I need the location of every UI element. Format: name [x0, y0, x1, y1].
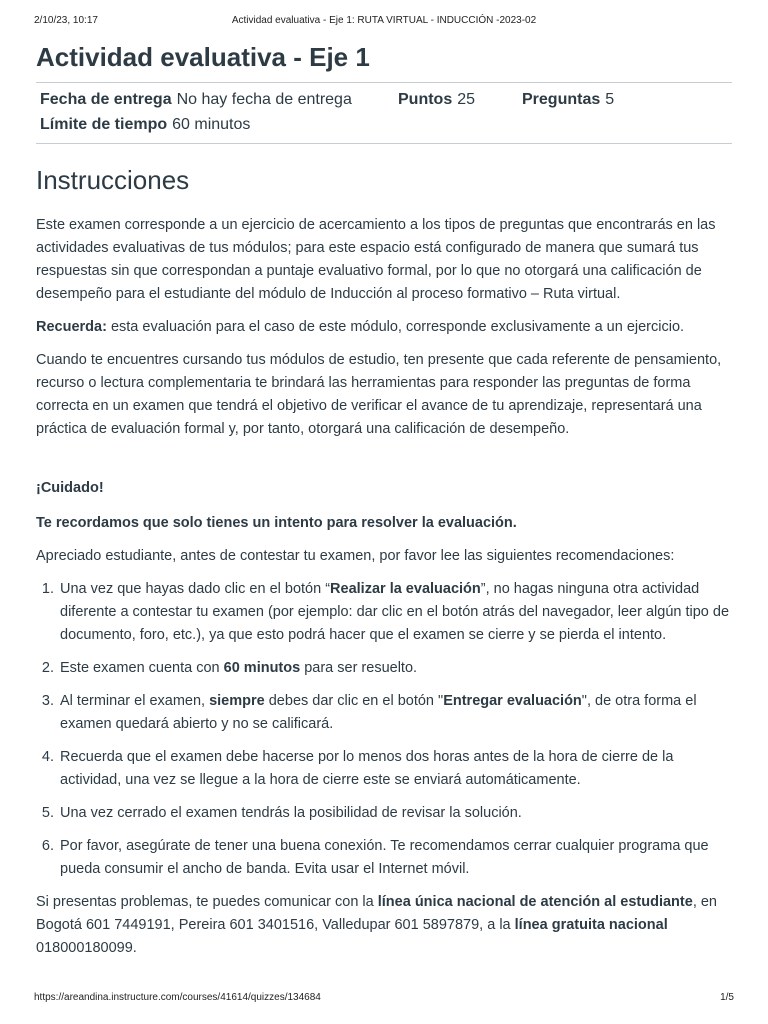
list-item: 4. Recuerda que el examen debe hacerse por lo menos dos horas antes de la hora de cierre de la actividad, una vez se llegue a la hora de cierre este se enviará automáticamente.	[58, 746, 732, 792]
rec-text: ”, no hagas ninguna otra actividad diferente a contestar tu examen (por ejemplo: dar clic en el botón atrás del navegador, leer algún tipo de documento, foro, etc.), ya que esto podrá hacer que el examen se cierre y se pierda el intento.	[60, 581, 730, 643]
instructions-heading: Instrucciones	[36, 165, 190, 195]
rec-text: Al terminar el examen,	[60, 693, 210, 709]
points-label: Puntos	[398, 91, 453, 108]
time-limit-label: Límite de tiempo	[40, 116, 168, 133]
recommendations-list	[36, 578, 732, 881]
realizar-evaluacion-ref: Realizar la evaluación	[330, 581, 481, 597]
time-limit	[40, 116, 250, 134]
due-date-label: Fecha de entrega	[40, 91, 172, 108]
reminder-label: Recuerda:	[36, 319, 107, 335]
time-limit-value: 60 minutos	[172, 116, 251, 133]
divider	[36, 143, 732, 144]
warning-heading: ¡Cuidado!	[36, 480, 104, 496]
contact-paragraph	[36, 891, 732, 960]
print-url: https://areandina.instructure.com/courses/41614/quizzes/134684	[34, 992, 321, 1003]
instructions-paragraph: Este examen corresponde a un ejercicio de acercamiento a los tipos de preguntas que encontrarás en las actividades evaluativas de tus módulos; para este espacio está configurado de manera que sumará tus respuestas sin que correspondan a puntaje evaluativo formal, por lo que no otorgará una calificación de desempeño para el estudiante del módulo de Inducción al proceso formativo – Ruta virtual.	[36, 217, 716, 302]
attempt-reminder: Te recordamos que solo tienes un intento para resolver la evaluación.	[36, 515, 517, 531]
page-title: Actividad evaluativa - Eje 1	[36, 42, 370, 72]
list-item	[58, 578, 732, 647]
print-footer	[34, 992, 734, 1006]
reminder-text: esta evaluación para el caso de este módulo, corresponde exclusivamente a un ejercicio.	[106, 319, 685, 335]
print-datetime: 2/10/23, 10:17	[34, 15, 98, 26]
entregar-evaluacion-ref: Entregar evaluación	[443, 693, 582, 709]
support-line-ref: línea única nacional de atención al estudiante	[377, 894, 693, 910]
print-page-title: Actividad evaluativa - Eje 1: RUTA VIRTUAL - INDUCCIÓN -2023-02	[231, 15, 537, 26]
points-value: 25	[457, 91, 476, 108]
siempre-emphasis: siempre	[209, 693, 265, 709]
print-header	[34, 15, 734, 29]
reminder-paragraph	[36, 316, 732, 339]
list-item	[58, 657, 732, 680]
time-limit-ref: 60 minutos	[223, 660, 301, 676]
contact-text: , en Bogotá 601 7449191, Pereira 601 3401516, Valledupar 601 5897879, a la	[36, 894, 717, 933]
rec-text: para ser resuelto.	[300, 660, 418, 676]
questions-label: Preguntas	[522, 91, 601, 108]
rec-text: Una vez que hayas dado clic en el botón “	[60, 581, 331, 597]
contact-text: Si presentas problemas, te puedes comunicar con la	[36, 894, 378, 910]
rec-text: ", de otra forma el examen quedará abierto y no se calificará.	[60, 693, 697, 732]
due-date-value: No hay fecha de entrega	[176, 91, 352, 108]
quiz-content	[36, 40, 732, 970]
list-item	[58, 690, 732, 736]
due-date	[40, 91, 352, 109]
list-item: 6. Por favor, asegúrate de tener una buena conexión. Te recomendamos cerrar cualquier programa que pueda consumir el ancho de banda. Evita usar el Internet móvil.	[58, 835, 732, 881]
questions-value: 5	[605, 91, 615, 108]
list-item: 5. Una vez cerrado el examen tendrás la posibilidad de revisar la solución.	[58, 802, 732, 825]
questions	[522, 91, 614, 109]
print-page-number: 1/5	[720, 992, 734, 1003]
points	[398, 91, 475, 109]
quiz-details	[36, 83, 732, 141]
instructions-paragraph: Cuando te encuentres cursando tus módulos de estudio, ten presente que cada referente de pensamiento, recurso o lectura complementaria te brindará las herramientas para responder las preguntas de forma correcta en un examen que tendrá el objetivo de verificar el avance de tu aprendizaje, representará una práctica de evaluación formal y, por tanto, otorgará una calificación de desempeño.	[36, 352, 722, 437]
recommendations-intro: Apreciado estudiante, antes de contestar tu examen, por favor lee las siguientes recomendaciones:	[36, 548, 675, 564]
contact-text: 018000180099.	[36, 940, 137, 956]
free-line-ref: línea gratuita nacional	[514, 917, 668, 933]
rec-text: debes dar clic en el botón "	[264, 693, 444, 709]
rec-text: Este examen cuenta con	[60, 660, 224, 676]
